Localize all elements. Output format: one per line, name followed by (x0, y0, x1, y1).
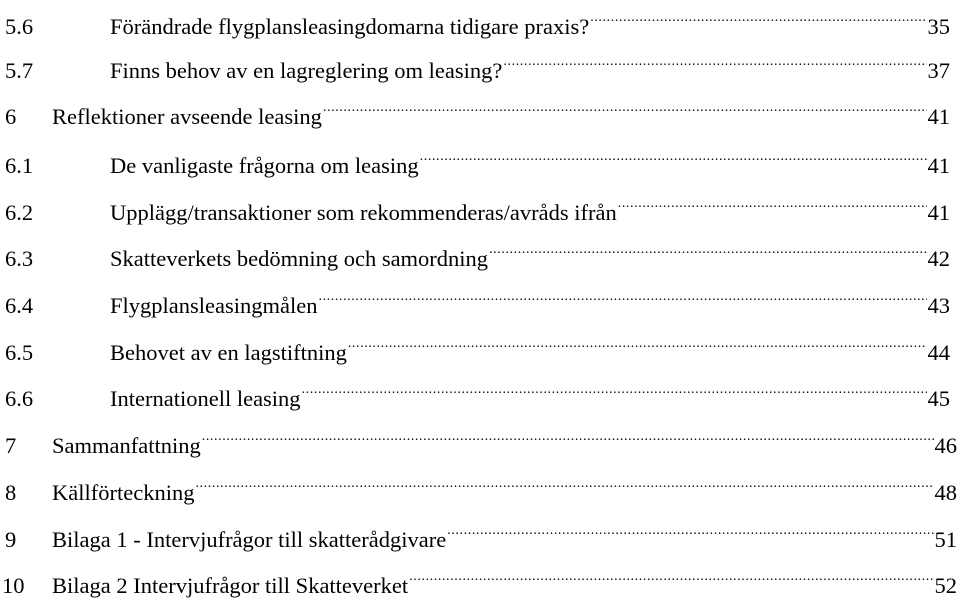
toc-entry-number: 6.2 (5, 200, 34, 225)
toc-entry-page: 37 (927, 58, 950, 83)
toc-entry-page: 46 (934, 433, 957, 458)
toc-entry-6-3[interactable] (0, 226, 950, 271)
toc-entry-5-6[interactable] (0, 0, 950, 39)
toc-entry-number: 6.4 (5, 293, 34, 318)
toc-dot-leader (202, 413, 934, 453)
toc-entry-title: Upplägg/transaktioner som rekommenderas/avråds ifrån (110, 200, 617, 225)
toc-dot-leader (348, 320, 927, 360)
toc-entry-number: 10 (2, 573, 25, 598)
toc-entry-6-1[interactable] (0, 133, 950, 178)
toc-entry-title: Reflektioner avseende leasing (52, 104, 322, 129)
toc-entry-number: 8 (5, 480, 17, 505)
toc-entry-number: 7 (5, 433, 17, 458)
toc-dot-leader (323, 84, 927, 124)
toc-entry-page: 48 (934, 480, 957, 505)
toc-entry-6-5[interactable] (0, 320, 950, 365)
toc-entry-number: 5.6 (5, 14, 34, 39)
toc-entry-title: Skatteverkets bedömning och samordning (110, 246, 489, 271)
toc-entry-number: 5.7 (5, 58, 34, 83)
toc-entry-page: 41 (927, 104, 950, 129)
toc-dot-leader (302, 366, 927, 406)
toc-dot-leader (590, 0, 926, 34)
toc-entry-title: De vanligaste frågorna om leasing (110, 153, 419, 178)
toc-entry-6[interactable] (0, 84, 950, 129)
toc-entry-8[interactable] (0, 460, 957, 505)
toc-entry-page: 43 (927, 293, 950, 318)
toc-entry-page: 51 (934, 527, 957, 552)
toc-entry-title: Internationell leasing (110, 386, 301, 411)
toc-entry-number: 6.3 (5, 246, 34, 271)
toc-dot-leader (195, 460, 933, 500)
toc-entry-title: Finns behov av en lagreglering om leasing? (110, 58, 503, 83)
toc-entry-number: 6 (5, 104, 17, 129)
toc-entry-number: 6.6 (5, 386, 34, 411)
toc-entry-page: 45 (927, 386, 950, 411)
toc-entry-title: Förändrade flygplansleasingdomarna tidigare praxis? (110, 14, 590, 39)
toc-dot-leader (503, 38, 926, 78)
toc-dot-leader (318, 273, 926, 313)
toc-entry-page: 41 (927, 153, 950, 178)
toc-entry-page: 35 (927, 14, 950, 39)
toc-entry-7[interactable] (0, 413, 957, 458)
toc-entry-title: Flygplansleasingmålen (110, 293, 318, 318)
toc-entry-number: 6.5 (5, 340, 34, 365)
toc-entry-page: 52 (934, 573, 957, 598)
toc-entry-6-4[interactable] (0, 273, 950, 318)
toc-entry-6-6[interactable] (0, 366, 950, 411)
toc-dot-leader (420, 133, 927, 173)
toc-entry-10[interactable] (0, 553, 957, 598)
toc-entry-number: 6.1 (5, 153, 34, 178)
toc-entry-title: Källförteckning (52, 480, 195, 505)
toc-dot-leader (618, 180, 927, 220)
toc-entry-6-2[interactable] (0, 180, 950, 225)
toc-entry-5-7[interactable] (0, 38, 950, 83)
toc-entry-title: Bilaga 1 - Intervjufrågor till skatterådgivare (52, 527, 447, 552)
toc-entry-page: 44 (927, 340, 950, 365)
toc-entry-9[interactable] (0, 507, 957, 552)
toc-entry-number: 9 (5, 527, 17, 552)
toc-entry-page: 42 (927, 246, 950, 271)
toc-entry-page: 41 (927, 200, 950, 225)
toc-dot-leader (447, 507, 933, 547)
toc-entry-title: Behovet av en lagstiftning (110, 340, 347, 365)
toc-dot-leader (409, 553, 933, 593)
toc-entry-title: Bilaga 2 Intervjufrågor till Skatteverket (52, 573, 409, 598)
toc-dot-leader (489, 226, 926, 266)
toc-entry-title: Sammanfattning (52, 433, 201, 458)
